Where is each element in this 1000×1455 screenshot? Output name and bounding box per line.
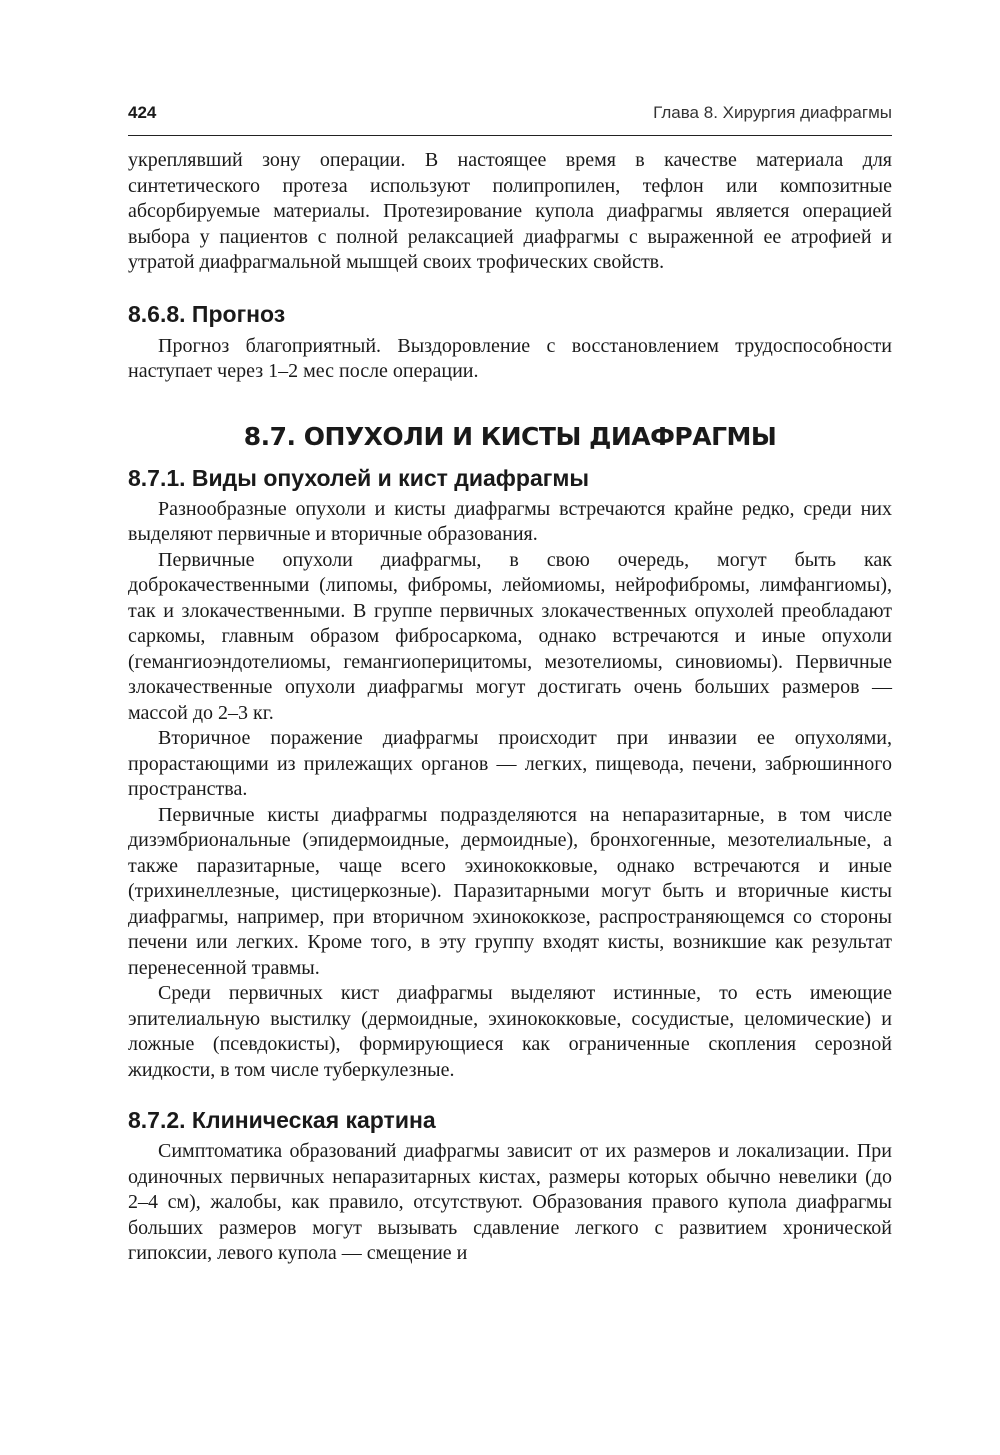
section-heading: 8.7.2. Клиническая картина [128, 1107, 436, 1133]
paragraph: Среди первичных кист диафрагмы выделяют истинные, то есть имеющие эпителиальную выстилку (дермоидные, эхинококковые, сосудистые, целомические) и ложные (псевдокисты), формирующиеся как ограниченные скопления серозной жидкости, в том числе туберкулезные. [128, 982, 892, 1081]
section-heading: 8.6.8. Прогноз [128, 300, 286, 327]
paragraph: укреплявший зону операции. В настоящее время в качестве материала для синтетического протеза используют полипропилен, тефлон или композитные абсорбируемые материалы. Протезирование купола диафрагмы является операцией выбора у пациентов с полной релаксацией диафрагмы с выраженной ее атрофией и утратой диафрагмальной мышцей своих трофических свойств. [128, 149, 892, 273]
chapter-title: Глава 8. Хирургия диафрагмы [653, 103, 892, 122]
page-body [128, 148, 892, 1267]
running-header [128, 103, 892, 129]
paragraph: Первичные кисты диафрагмы подразделяются на непаразитарные, в том числе дизэмбриональные (эпидермоидные, дермоидные), бронхогенные, мезотелиальные, а также паразитарные, чаще всего эхинококковые, однако встречаются и иные (трихинеллезные, цистицеркозные). Паразитарными могут быть и вторичные кисты диафрагмы, например, при вторичном эхинококкозе, распространяющемся со стороны печени или легких. Кроме того, в эту группу входят кисты, возникшие как результат перенесенной травмы. [128, 803, 892, 979]
section-heading: 8.7.1. Виды опухолей и кист диафрагмы [128, 464, 590, 491]
paragraph: Вторичное поражение диафрагмы происходит при инвазии ее опухолями, прорастающими из прилежащих органов — легких, пищевода, печени, забрюшинного пространства. [128, 727, 892, 800]
page-number: 424 [128, 103, 157, 122]
chapter-heading: 8.7. ОПУХОЛИ И КИСТЫ ДИАФРАГМЫ [243, 421, 777, 451]
paragraph: Прогноз благоприятный. Выздоровление с восстановлением трудоспособности наступает через 1–2 мес после операции. [128, 334, 892, 382]
paragraph: Симптоматика образований диафрагмы зависит от их размеров и локализации. При одиночных первичных непаразитарных кистах, размеры которых обычно невелики (до 2–4 см), жалобы, как правило, отсутствуют. Образования правого купола диафрагмы больших размеров могут вызывать сдавление легкого с развитием хронической гипоксии, левого купола — смещение и [128, 1140, 892, 1264]
paragraph: Разнообразные опухоли и кисты диафрагмы встречаются крайне редко, среди них выделяют первичные и вторичные образования. [128, 497, 892, 545]
header-rule [128, 135, 892, 136]
paragraph: Первичные опухоли диафрагмы, в свою очередь, могут быть как доброкачественными (липомы, фибромы, лейомиомы, нейрофибромы, лимфангиомы), так и злокачественными. В группе первичных злокачественных опухолей преобладают саркомы, главным образом фибросаркома, однако встречаются и иные опухоли (гемангиоэндотелиомы, гемангиоперицитомы, мезотелиомы, синовиомы). Первичные злокачественные опухоли диафрагмы могут достигать очень больших размеров — массой до 2–3 кг. [128, 548, 892, 724]
